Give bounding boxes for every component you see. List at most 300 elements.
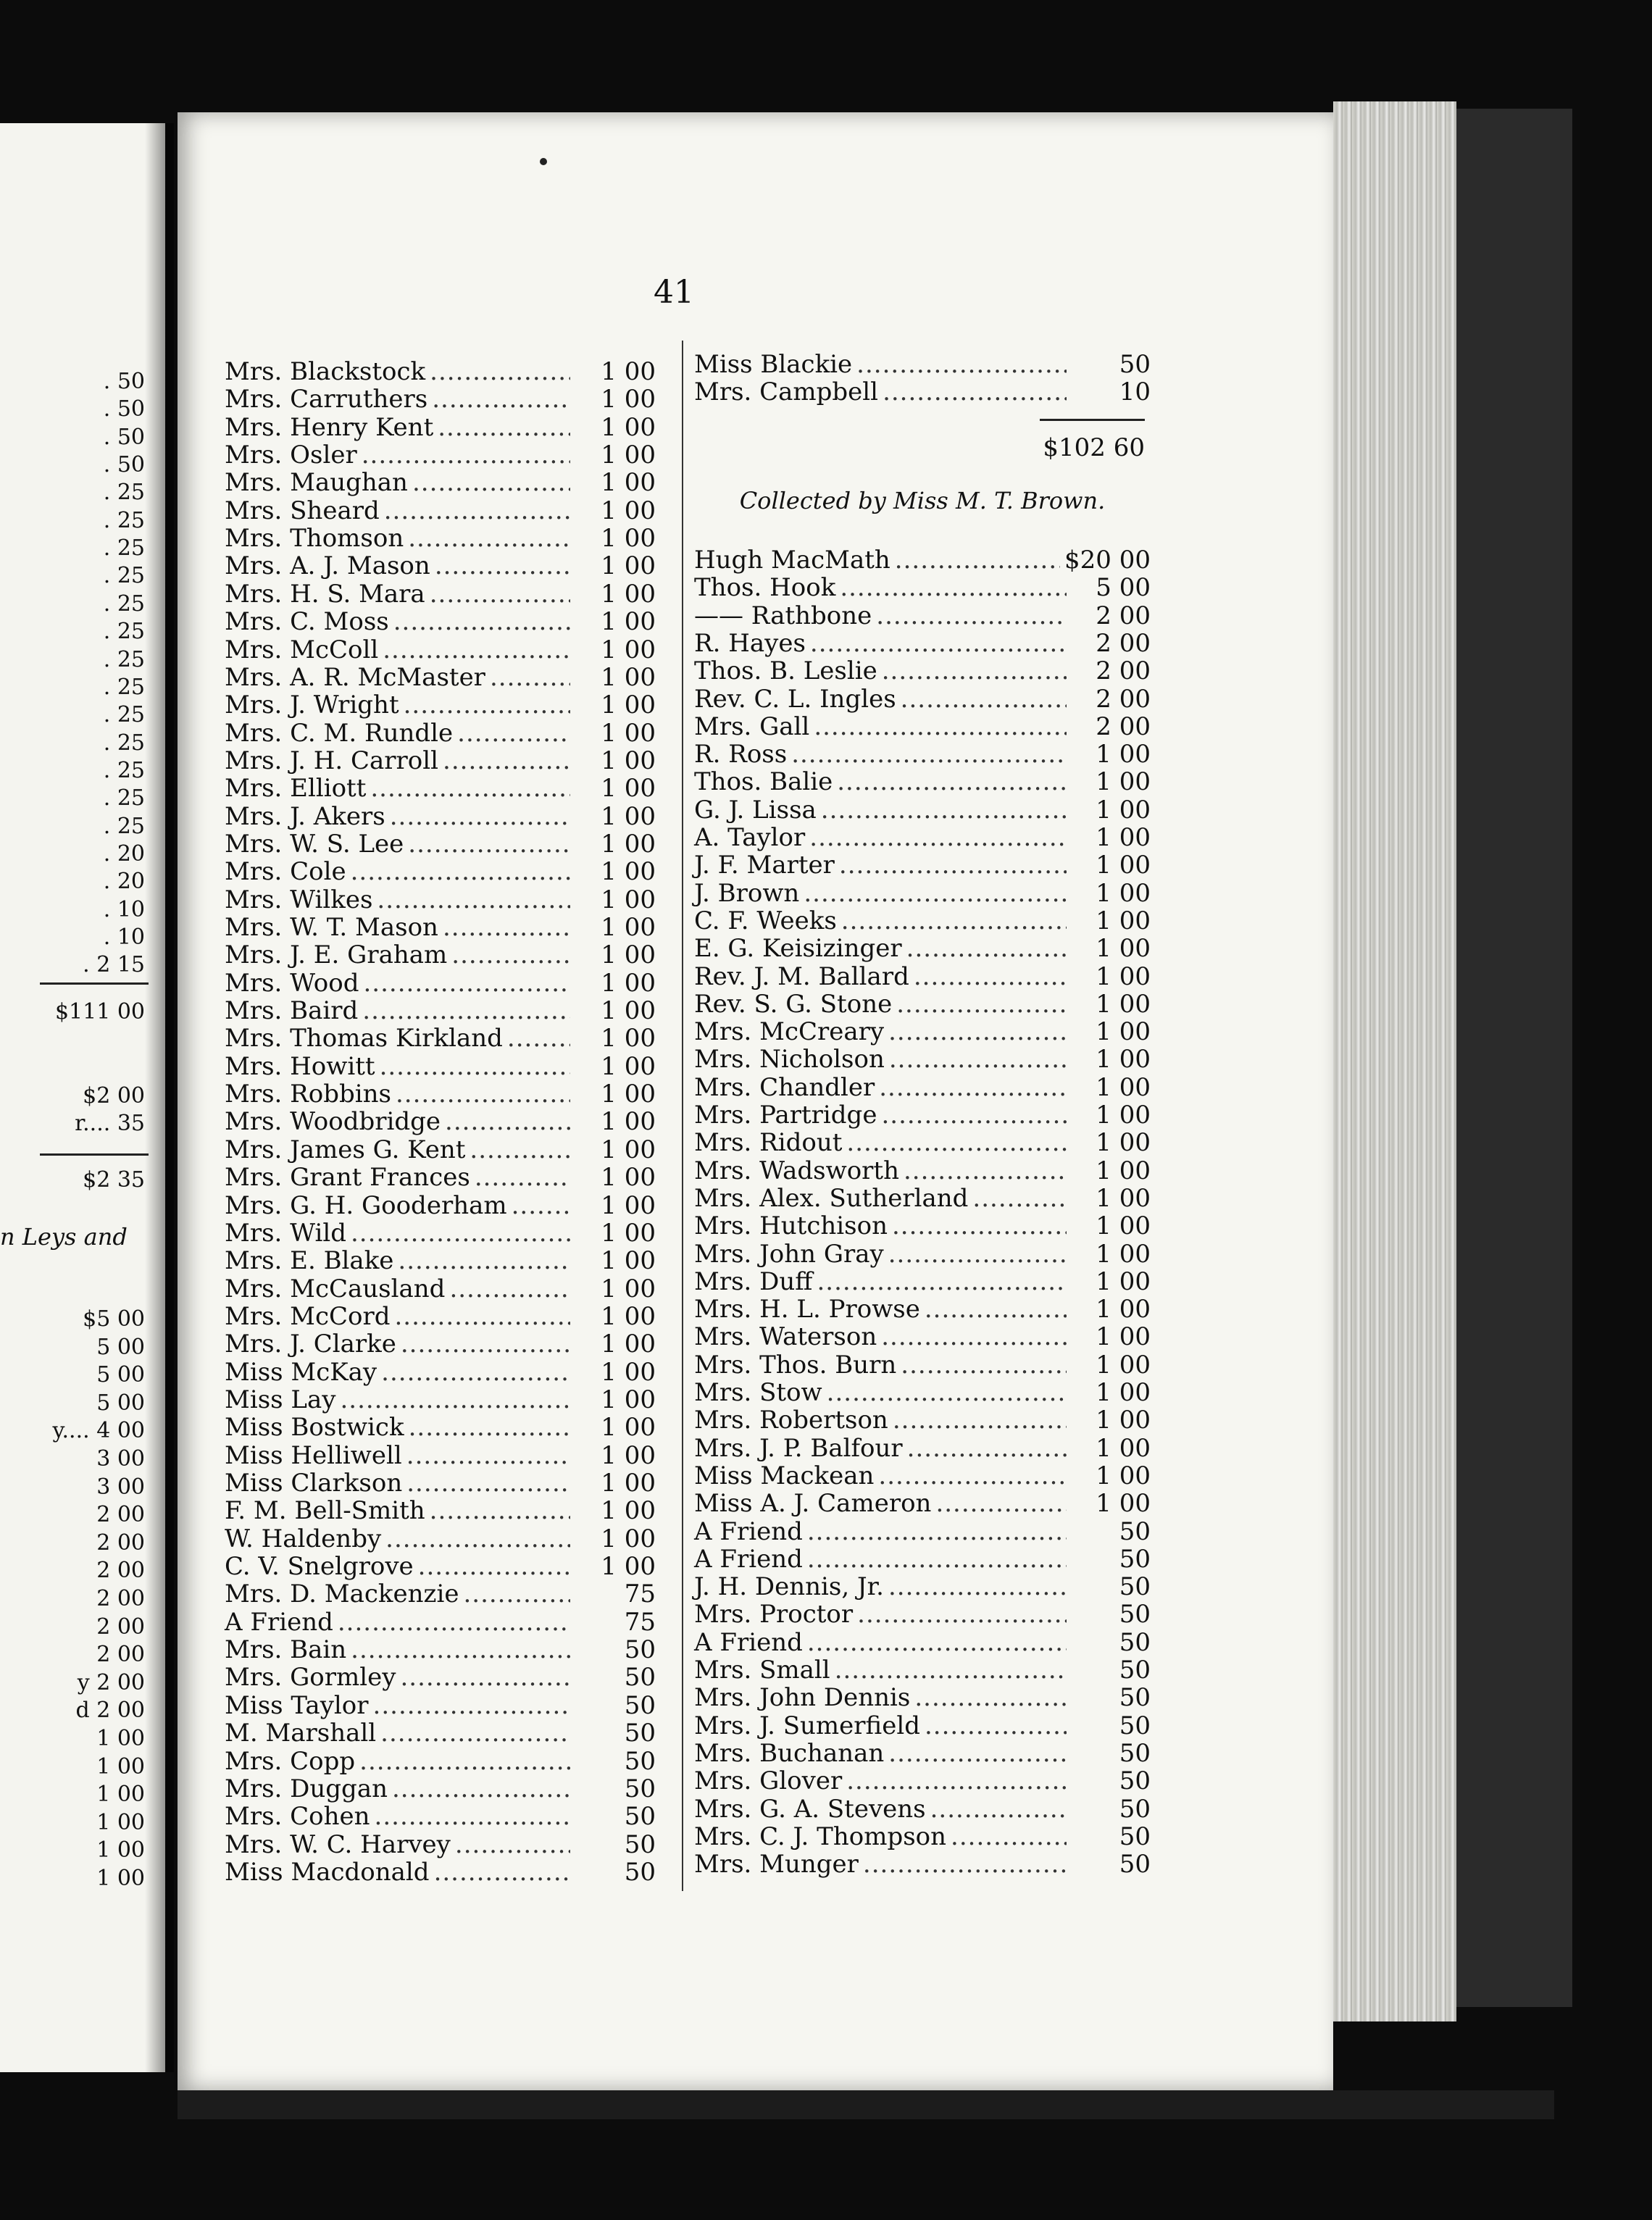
donor-entry [694, 768, 1151, 796]
donation-amount: 1 00 [601, 468, 656, 498]
left-page-amount: 2 00 [96, 1530, 145, 1556]
donation-amount: 1 00 [601, 1496, 656, 1526]
donor-name: Mrs. Hutchison [694, 1211, 888, 1241]
donor-name: Mrs. W. T. Mason [225, 913, 438, 942]
left-page-amount: . 25 [103, 785, 145, 811]
left-page-amount: . 25 [103, 480, 145, 506]
donor-name: Mrs. Campbell [694, 377, 879, 406]
left-page-amount: . 25 [103, 646, 145, 672]
dot-leader [878, 1462, 1067, 1490]
donor-name: —— Rathbone [694, 601, 872, 630]
dot-leader [835, 1656, 1067, 1684]
donor-entry [694, 351, 1151, 378]
donation-amount: 1 00 [601, 441, 656, 470]
donor-entry [225, 1497, 656, 1524]
donor-entry [225, 719, 656, 747]
donor-entry [225, 1553, 656, 1580]
dot-leader [888, 1740, 1067, 1767]
donation-amount: 1 00 [601, 774, 656, 804]
donation-amount: 1 00 [601, 1330, 656, 1359]
donor-entry [694, 1185, 1151, 1212]
donor-name: Mrs. Henry Kent [225, 412, 434, 442]
donor-entry [225, 1359, 656, 1386]
donor-entry [225, 552, 656, 580]
donor-name: Rev. C. L. Ingles [694, 684, 896, 714]
donor-name: Mrs. Carruthers [225, 385, 428, 414]
donor-name: Mrs. Thomas Kirkland [225, 1024, 503, 1053]
dot-leader [881, 1323, 1067, 1351]
dot-leader [807, 1518, 1067, 1545]
left-page-amount: y.... 4 00 [52, 1418, 145, 1444]
donation-amount: 1 00 [1096, 1128, 1151, 1158]
left-page-amount: . 25 [103, 563, 145, 589]
donor-name: C. F. Weeks [694, 906, 837, 935]
donation-amount: 1 00 [601, 1246, 656, 1276]
donor-name: A. Taylor [694, 823, 806, 852]
dot-leader [791, 740, 1067, 768]
donation-amount: 1 00 [601, 662, 656, 692]
donor-entry [694, 963, 1151, 990]
dot-leader [863, 1850, 1067, 1878]
donor-entry [694, 378, 1151, 406]
dot-leader [375, 1803, 570, 1830]
donor-name: Mrs. Gormley [225, 1663, 396, 1693]
dot-leader [390, 803, 570, 830]
donor-name: Mrs. Wilkes [225, 885, 373, 914]
donation-amount: 50 [1119, 1600, 1151, 1629]
donor-name: Mrs. Elliott [225, 774, 367, 804]
donor-entry [225, 469, 656, 496]
donor-entry [694, 1656, 1151, 1684]
donor-entry [694, 1129, 1151, 1156]
dot-leader [857, 1601, 1067, 1628]
left-page-amount: 2 00 [96, 1614, 145, 1640]
dot-leader [507, 1025, 570, 1052]
dot-leader [396, 1080, 570, 1108]
donor-entry [694, 630, 1151, 657]
left-page-amount: 1 00 [96, 1753, 145, 1779]
donation-amount: 1 00 [601, 1218, 656, 1248]
donor-name: Mrs. D. Mackenzie [225, 1580, 459, 1609]
dot-leader [837, 768, 1067, 796]
donor-entry [225, 941, 656, 969]
dot-leader [512, 1192, 570, 1219]
donor-name: Mrs. Duff [694, 1267, 813, 1296]
donation-amount: 1 00 [1096, 1239, 1151, 1269]
dot-leader [457, 719, 570, 747]
donor-name: Mrs. H. S. Mara [225, 579, 425, 609]
dot-leader [893, 1406, 1067, 1434]
donation-amount: 50 [1119, 1794, 1151, 1824]
donor-entry [694, 880, 1151, 907]
donation-amount: 1 00 [601, 1440, 656, 1470]
donation-amount: 50 [624, 1746, 656, 1776]
donor-name: Mrs. Howitt [225, 1051, 375, 1081]
donation-amount: 1 00 [1096, 1017, 1151, 1047]
donor-entry [694, 713, 1151, 740]
donor-entry [225, 1858, 656, 1886]
dot-leader [406, 1469, 570, 1497]
donation-amount: 1 00 [1096, 1183, 1151, 1213]
dot-leader [896, 990, 1067, 1018]
donation-amount: 1 00 [601, 1413, 656, 1443]
left-page-amount: 3 00 [96, 1474, 145, 1500]
dot-leader [340, 1386, 570, 1414]
donor-name: Mrs. A. J. Mason [225, 551, 430, 581]
donor-entry [694, 990, 1151, 1018]
donor-name: Mrs. C. J. Thompson [694, 1822, 947, 1851]
donor-name: Miss A. J. Cameron [694, 1489, 932, 1519]
donor-entry [225, 1025, 656, 1052]
donor-name: Miss Mackean [694, 1461, 875, 1490]
donor-name: Mrs. W. S. Lee [225, 829, 404, 859]
donor-entry [225, 1608, 656, 1636]
donor-name: Miss Lay [225, 1385, 336, 1414]
donation-amount: 50 [1119, 1683, 1151, 1713]
dot-leader [839, 851, 1067, 879]
donation-amount: 50 [624, 1802, 656, 1832]
dot-leader [430, 358, 570, 385]
dot-leader [362, 997, 570, 1025]
column-b-subtotal: $102 60 [1043, 433, 1145, 462]
dot-leader [455, 1831, 570, 1858]
donor-entry [225, 1831, 656, 1858]
dot-leader [846, 1129, 1067, 1156]
donor-name: Rev. S. G. Stone [694, 989, 893, 1019]
donation-amount: 1 00 [1096, 823, 1151, 852]
donor-name: Mrs. J. Akers [225, 801, 385, 831]
donor-entry [225, 1108, 656, 1135]
donor-entry [694, 1740, 1151, 1767]
donor-name: R. Hayes [694, 628, 806, 658]
page-edges [1333, 101, 1456, 2021]
donor-name: Mrs. H. L. Prowse [694, 1295, 920, 1324]
donor-name: Miss Helliwell [225, 1440, 402, 1470]
donation-amount: 1 00 [601, 1357, 656, 1387]
donation-amount: 1 00 [601, 1524, 656, 1553]
donor-name: Mrs. J. Wright [225, 690, 399, 720]
donation-amount: 1 00 [601, 357, 656, 386]
donor-name: W. Haldenby [225, 1524, 382, 1553]
donor-name: Mrs. Osler [225, 441, 357, 470]
donor-entry [694, 935, 1151, 962]
donation-amount: 1 00 [601, 635, 656, 664]
donor-name: Mrs. A. R. McMaster [225, 662, 485, 692]
donor-name: A Friend [225, 1607, 333, 1637]
dot-leader [840, 574, 1067, 601]
donor-name: Mrs. Copp [225, 1746, 356, 1776]
donation-amount: 1 00 [601, 1274, 656, 1303]
donor-entry [225, 858, 656, 885]
donor-name: A Friend [694, 1544, 803, 1574]
dot-leader [381, 1359, 570, 1386]
donor-entry [225, 608, 656, 635]
donor-entry [694, 1074, 1151, 1101]
donation-amount: 1 00 [601, 1024, 656, 1053]
donation-amount: 1 00 [1096, 1211, 1151, 1241]
dot-leader [451, 941, 570, 969]
left-page-total: $2 35 [83, 1167, 145, 1193]
donor-entry [694, 1823, 1151, 1850]
donor-entry [225, 1719, 656, 1747]
left-page-amount: 2 00 [96, 1558, 145, 1584]
dot-leader [889, 1046, 1067, 1073]
total-rule [40, 1153, 149, 1156]
donor-entry [694, 740, 1151, 768]
donor-name: G. J. Lissa [694, 795, 817, 825]
donor-name: Mrs. Small [694, 1656, 830, 1685]
donor-name: Mrs. Glover [694, 1766, 843, 1796]
dot-leader [804, 880, 1067, 907]
donor-name: Mrs. Cohen [225, 1802, 370, 1832]
donation-amount: 1 00 [601, 1080, 656, 1109]
dot-leader [409, 1414, 570, 1441]
donation-amount: 1 00 [1096, 740, 1151, 769]
donor-name: Mrs. Ridout [694, 1128, 843, 1158]
donor-entry [225, 691, 656, 719]
dot-leader [827, 1379, 1067, 1406]
dot-leader [370, 775, 570, 802]
donor-entry [225, 1803, 656, 1830]
donation-amount: 1 00 [601, 524, 656, 554]
donor-entry [225, 1414, 656, 1441]
donor-entry [694, 1684, 1151, 1711]
donor-name: Thos. Hook [694, 573, 836, 603]
donation-amount: 2 00 [1096, 601, 1151, 630]
left-page-amount: 1 00 [96, 1726, 145, 1751]
donor-entry [225, 997, 656, 1025]
donation-amount: 1 00 [1096, 961, 1151, 991]
donation-amount: 1 00 [601, 1469, 656, 1498]
donation-amount: 1 00 [1096, 1322, 1151, 1352]
donation-amount: 1 00 [1096, 878, 1151, 908]
dot-leader [888, 1240, 1067, 1268]
donor-entry [694, 602, 1151, 630]
donor-name: A Friend [694, 1627, 803, 1657]
left-page-amount: 3 00 [96, 1446, 145, 1472]
dot-leader [925, 1295, 1067, 1323]
donation-amount: 1 00 [601, 1301, 656, 1331]
donor-entry [694, 1629, 1151, 1656]
donation-amount: 1 00 [601, 801, 656, 831]
donor-entry [225, 914, 656, 941]
donation-amount: 1 00 [601, 1552, 656, 1582]
donor-entry [694, 685, 1151, 713]
donor-entry [225, 1469, 656, 1497]
donation-amount: 50 [1119, 1711, 1151, 1740]
donor-entry [225, 441, 656, 469]
dot-leader [951, 1823, 1067, 1850]
donation-amount: 50 [1119, 1738, 1151, 1768]
dot-leader [883, 378, 1067, 406]
donation-amount: 1 00 [601, 1163, 656, 1193]
donation-amount: 1 00 [1096, 1072, 1151, 1102]
donor-name: Mrs. J. P. Balfour [694, 1433, 903, 1463]
donation-amount: 2 00 [1096, 684, 1151, 714]
donation-amount: 50 [1119, 1822, 1151, 1851]
left-page-amount: 5 00 [96, 1334, 145, 1360]
dot-leader [400, 1664, 570, 1691]
dot-leader [434, 1858, 570, 1886]
dot-leader [383, 636, 570, 664]
page-number: 41 [654, 274, 694, 311]
book-cover [1456, 109, 1572, 2007]
dot-leader [906, 935, 1067, 962]
left-page-amount: . 10 [103, 925, 145, 950]
donor-entry [694, 907, 1151, 935]
donor-name: Miss McKay [225, 1357, 377, 1387]
donor-entry [694, 796, 1151, 824]
dot-leader [807, 1545, 1067, 1573]
donor-entry [694, 1212, 1151, 1240]
left-page-amount: . 25 [103, 702, 145, 728]
donation-amount: 1 00 [601, 385, 656, 414]
donor-name: Mrs. J. Clarke [225, 1330, 396, 1359]
dot-leader [380, 1719, 570, 1747]
donor-name: Thos. Balie [694, 767, 833, 797]
dot-leader [377, 886, 570, 914]
dot-leader [443, 747, 570, 775]
donor-name: Mrs. Wadsworth [694, 1156, 899, 1185]
donor-name: Mrs. Maughan [225, 468, 408, 498]
donor-entry [225, 1386, 656, 1414]
dot-leader [373, 1692, 570, 1719]
donor-entry [694, 1518, 1151, 1545]
dot-leader [901, 685, 1067, 713]
donor-name: J. H. Dennis, Jr. [694, 1572, 884, 1602]
donor-entry [694, 1268, 1151, 1295]
dot-leader [856, 351, 1067, 378]
left-page-amount: . 50 [103, 369, 145, 394]
donor-name: Mrs. Nicholson [694, 1045, 885, 1074]
left-page-heading-fragment: n Leys and [0, 1223, 128, 1251]
donation-amount: 75 [624, 1607, 656, 1637]
donor-name: Mrs. Sheard [225, 496, 380, 525]
donor-name: Mrs. John Dennis [694, 1683, 911, 1713]
donor-entry [694, 1462, 1151, 1490]
dot-leader [972, 1185, 1067, 1212]
donor-entry [225, 775, 656, 802]
left-page-amount: 2 00 [96, 1502, 145, 1528]
donor-entry [225, 1330, 656, 1358]
donor-entry [694, 1573, 1151, 1601]
donor-entry [225, 1080, 656, 1108]
donor-entry [694, 1435, 1151, 1462]
donor-name: Mrs. Buchanan [694, 1738, 885, 1768]
donor-entry [694, 574, 1151, 601]
left-page-amount: 1 00 [96, 1809, 145, 1835]
donation-amount: 1 00 [1096, 906, 1151, 935]
donor-entry [694, 1795, 1151, 1823]
left-page-amount: 1 00 [96, 1866, 145, 1891]
left-page-amount: . 50 [103, 452, 145, 478]
dot-leader [385, 1525, 570, 1553]
donor-name: Mrs. Duggan [225, 1774, 388, 1803]
donor-name: Mrs. McCausland [225, 1274, 446, 1303]
dot-leader [817, 1268, 1067, 1295]
page-speck [540, 158, 547, 165]
donor-name: Mrs. W. C. Harvey [225, 1829, 451, 1859]
left-page-amount: . 20 [103, 840, 145, 867]
left-page-amount: 1 00 [96, 1782, 145, 1808]
donor-name: A Friend [694, 1516, 803, 1546]
donor-name: Mrs. Waterson [694, 1322, 877, 1352]
donation-amount: 1 00 [601, 968, 656, 998]
donor-name: Mrs. J. Sumerfield [694, 1711, 920, 1740]
dot-leader [809, 824, 1067, 851]
donation-amount: 1 00 [1096, 989, 1151, 1019]
dot-leader [430, 1497, 570, 1524]
donor-entry [225, 803, 656, 830]
donor-entry [225, 1275, 656, 1303]
dot-leader [408, 830, 570, 858]
donor-entry [694, 1018, 1151, 1046]
donor-name: Mrs. C. Moss [225, 607, 389, 637]
donation-amount: 1 00 [601, 412, 656, 442]
donor-entry [694, 1351, 1151, 1379]
left-page-amount: . 25 [103, 619, 145, 645]
donor-entry [694, 1295, 1151, 1323]
donor-name: Mrs. Robertson [694, 1406, 888, 1435]
donor-name: Rev. J. M. Ballard [694, 961, 909, 991]
donation-amount: 1 00 [601, 940, 656, 970]
donation-amount: 1 00 [601, 829, 656, 859]
donation-amount: 50 [1119, 1544, 1151, 1574]
donation-amount: 50 [1119, 1656, 1151, 1685]
donor-entry [225, 525, 656, 552]
dot-leader [879, 1074, 1067, 1101]
dot-leader [930, 1795, 1067, 1823]
donor-entry [225, 1580, 656, 1608]
dot-leader [395, 1303, 571, 1330]
donor-name: Mrs. Cole [225, 857, 346, 887]
donor-entry [225, 1664, 656, 1691]
donor-name: Mrs. J. E. Graham [225, 940, 448, 970]
donor-name: Mrs. Thomson [225, 524, 404, 554]
donor-entry [225, 1219, 656, 1247]
donor-entry [694, 1601, 1151, 1628]
left-page-amount: 2 00 [96, 1586, 145, 1611]
donation-amount: 50 [624, 1829, 656, 1859]
donation-amount: 1 00 [1096, 1350, 1151, 1380]
donation-amount: 1 00 [1096, 934, 1151, 964]
left-page-amount: $5 00 [83, 1306, 145, 1332]
donation-amount: 1 00 [1096, 795, 1151, 825]
dot-leader [404, 691, 570, 719]
donation-amount: 1 00 [601, 579, 656, 609]
column-divider [682, 341, 683, 1891]
dot-leader [470, 1136, 570, 1164]
donor-entry [225, 1136, 656, 1164]
dot-leader [846, 1767, 1067, 1795]
donation-amount: 1 00 [601, 996, 656, 1026]
donor-entry [694, 1240, 1151, 1268]
dot-leader [463, 1580, 570, 1608]
dot-leader [881, 1101, 1067, 1129]
dot-leader [445, 1108, 570, 1135]
donation-amount: 1 00 [601, 885, 656, 914]
dot-leader [490, 664, 570, 691]
donor-name: Miss Macdonald [225, 1857, 430, 1887]
donor-name: Mrs. E. Blake [225, 1246, 394, 1276]
donation-amount: 10 [1119, 377, 1151, 406]
donor-name: Mrs. Thos. Burn [694, 1350, 897, 1380]
donation-amount: 50 [1119, 1572, 1151, 1602]
dot-leader [438, 414, 570, 441]
donor-name: Mrs. J. H. Carroll [225, 746, 439, 775]
donor-entry [694, 1850, 1151, 1878]
dot-leader [925, 1712, 1067, 1740]
